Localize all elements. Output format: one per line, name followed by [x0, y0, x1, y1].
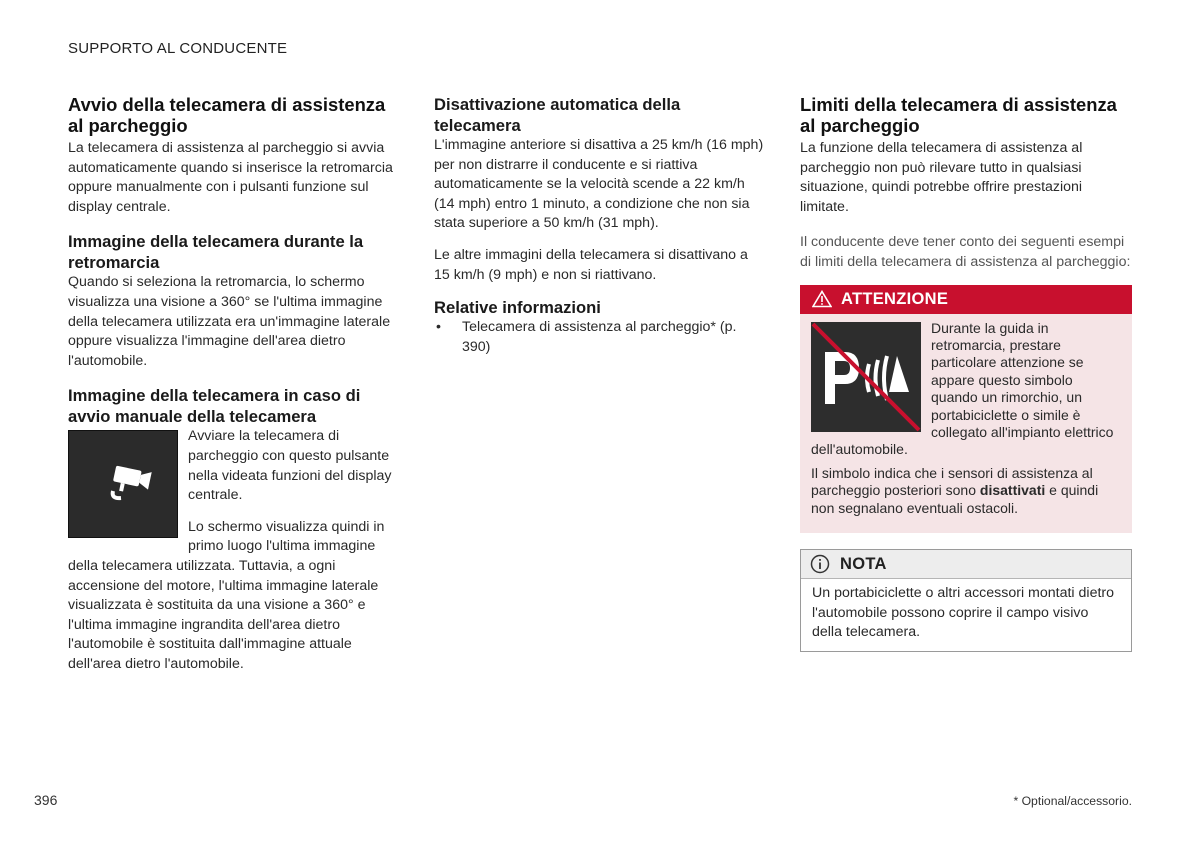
warning-body — [800, 314, 1132, 533]
limits-intro-paragraph: La funzione della telecamera di assistenza al parcheggio non può rilevare tutto in qualsiasi situazione, quindi potrebbe offrire prestazioni limitate. — [800, 140, 1083, 215]
manual-paragraph-1: Avviare la telecamera di parcheggio con questo pulsante nella videata funzioni del display centrale. — [188, 428, 392, 504]
column-right — [800, 94, 1132, 652]
camera-icon — [107, 465, 155, 501]
intro-paragraph: La telecamera di assistenza al parcheggio si avvia automaticamente quando si inserisce la retromarcia oppure manualmente con i pulsanti funzione sul display centrale. — [68, 140, 393, 215]
related-info-title: Relative informazioni — [434, 298, 601, 318]
footnote: * Optional/accessorio. — [1013, 794, 1132, 808]
info-icon — [810, 554, 830, 574]
subsection-title-manual: Immagine della telecamera in caso di avvio manuale della telecamera — [68, 386, 361, 427]
warning-text-part-a: Il simbolo indica che i sensori di assistenza al parcheggio posteriori sono — [811, 464, 1093, 499]
related-info-link[interactable]: Telecamera di assistenza al parcheggio* (p. 390) — [462, 319, 737, 355]
related-info-item[interactable] — [434, 318, 766, 357]
column-middle — [434, 94, 766, 357]
warning-header — [800, 285, 1132, 314]
warning-paragraph-1: Durante la guida in retromarcia, prestare particolare attenzione se appare questo simbolo quando un rimorchio, un portabiciclette o simile è collegato all'impianto elettrico dell'automobile. — [811, 319, 1114, 458]
column-left — [68, 94, 400, 686]
note-header — [801, 550, 1131, 579]
page-number: 396 — [34, 792, 58, 808]
warning-title: ATTENZIONE — [841, 289, 949, 308]
reverse-paragraph: Quando si seleziona la retromarcia, lo schermo visualizza una visione a 360° se l'ultima immagine della telecamera utilizzata era un'immagine laterale oppure visualizza l'immagine dell'area dietro l'automobile. — [68, 274, 391, 369]
manual-start-block — [68, 427, 400, 674]
camera-button-icon — [68, 430, 178, 538]
limits-paragraph-2: Il conducente deve tener conto dei seguenti esempi di limiti della telecamera di assistenza al parcheggio: — [800, 234, 1131, 270]
parking-sensor-off-symbol — [811, 322, 921, 432]
warning-box — [800, 285, 1132, 533]
note-paragraph: Un portabiciclette o altri accessori montati dietro l'automobile possono coprire il campo visivo della telecamera. — [812, 585, 1115, 641]
auto-off-paragraph-1: L'immagine anteriore si disattiva a 25 km/h (16 mph) per non distrarre il conducente e si riattiva automaticamente se la velocità scende a 22 km/h (14 mph) entro 1 minuto, a condizione che non sia stata superiore a 50 km/h (31 mph). — [434, 137, 764, 232]
note-title: NOTA — [840, 554, 887, 573]
warning-text-part-b: e quindi non segnalano eventuali ostacoli. — [811, 482, 1099, 516]
warning-paragraph-2 — [811, 465, 1120, 517]
note-body — [801, 579, 1131, 651]
warning-triangle-icon — [812, 290, 832, 308]
running-header: SUPPORTO AL CONDUCENTE — [68, 40, 288, 57]
bullet: • — [436, 319, 441, 336]
section-title-auto-off: Disattivazione automatica della telecamera — [434, 95, 681, 135]
subsection-title-reverse: Immagine della telecamera durante la retromarcia — [68, 232, 364, 273]
auto-off-paragraph-2: Le altre immagini della telecamera si disattivano a 15 km/h (9 mph) e non si riattivano. — [434, 246, 748, 283]
manual-paragraph-2: Lo schermo visualizza quindi in primo luogo l'ultima immagine della telecamera utilizzata. Tuttavia, a ogni accensione del motore, l'ultima immagine laterale visualizzata è sostituita da una visione a 360° e l'ultima immagine ingrandita dell'area dietro l'automobile è sostituita dall'immagine attuale dell'area dietro l'automobile. — [68, 518, 385, 672]
parking-sensor-disabled-icon — [811, 322, 921, 432]
related-info-list — [434, 318, 766, 357]
section-title-camera-start: Avvio della telecamera di assistenza al parcheggio — [68, 94, 386, 136]
warning-text-bold: disattivati — [979, 482, 1046, 499]
section-title-limits: Limiti della telecamera di assistenza al parcheggio — [800, 94, 1117, 136]
note-box — [800, 549, 1132, 652]
